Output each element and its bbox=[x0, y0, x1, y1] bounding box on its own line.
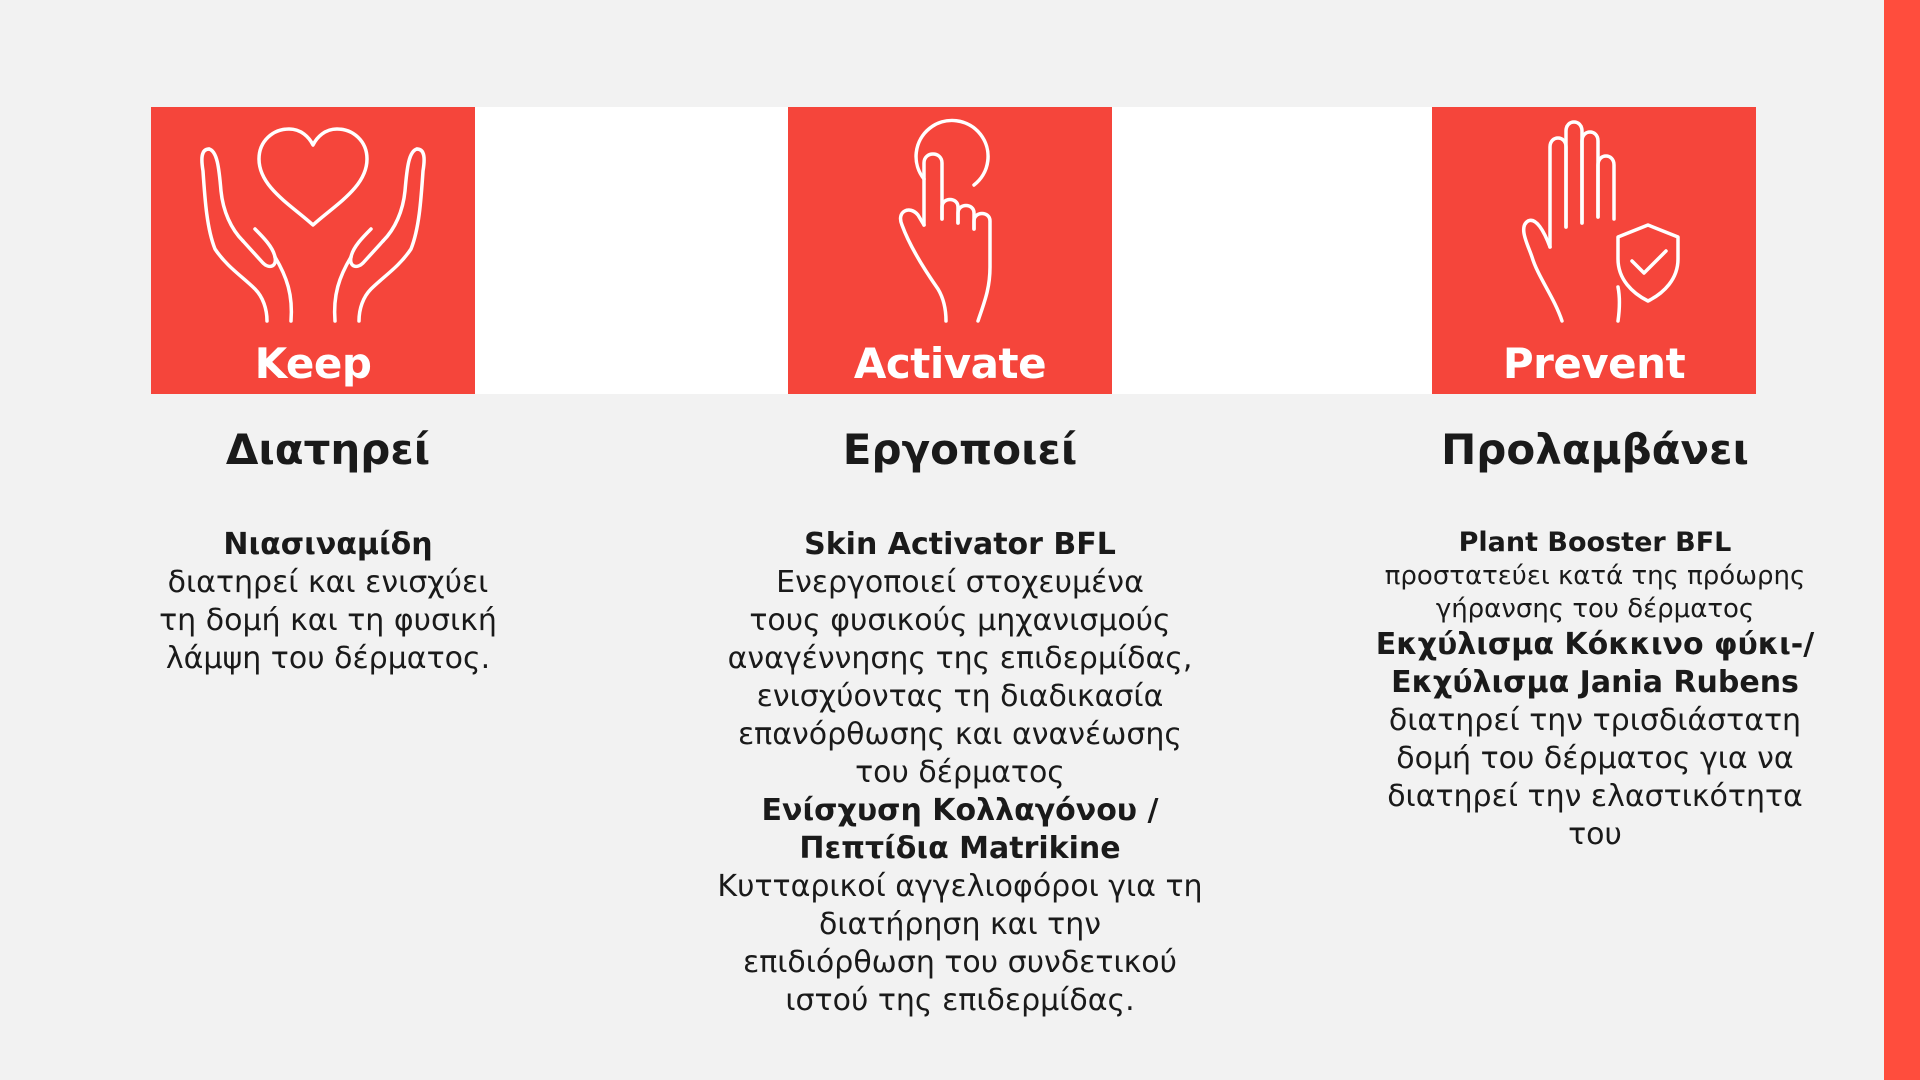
column-title: Προλαμβάνει bbox=[1441, 425, 1749, 474]
ingredient-name: Εκχύλισμα Jania Rubens bbox=[1391, 665, 1799, 700]
description-line: διατηρεί και ενισχύει bbox=[167, 565, 489, 600]
tile-activate-label: Activate bbox=[853, 339, 1047, 388]
ingredient-name: Plant Booster BFL bbox=[1458, 527, 1732, 558]
pointing-finger-icon bbox=[788, 107, 1112, 337]
hand-shield-icon bbox=[1432, 107, 1756, 337]
description-line: διατήρηση και την bbox=[819, 907, 1101, 942]
description-line: διατηρεί την ελαστικότητα bbox=[1387, 779, 1803, 814]
right-accent-bar bbox=[1884, 0, 1920, 1080]
column-body bbox=[695, 526, 1225, 1020]
column-prevent bbox=[1340, 418, 1850, 854]
description-line: τους φυσικούς μηχανισμούς bbox=[749, 603, 1171, 638]
tile-keep bbox=[151, 107, 475, 394]
ingredient-name: Skin Activator BFL bbox=[804, 527, 1116, 562]
column-title: Εργοποιεί bbox=[842, 425, 1078, 474]
description-line: τη δομή και τη φυσική bbox=[159, 603, 497, 638]
column-keep bbox=[128, 418, 528, 678]
description-line: προστατεύει κατά της πρόωρης bbox=[1384, 561, 1806, 591]
description-line: επανόρθωσης και ανανέωσης bbox=[737, 717, 1183, 752]
ingredient-name: Πεπτίδια Matrikine bbox=[799, 831, 1121, 866]
description-line: λάμψη του δέρματος. bbox=[165, 641, 491, 676]
column-title: Διατηρεί bbox=[225, 425, 431, 474]
ingredient-name: Εκχύλισμα Κόκκινο φύκι-/ bbox=[1375, 627, 1815, 662]
tile-activate bbox=[788, 107, 1112, 394]
ingredient-name: Ενίσχυση Κολλαγόνου / bbox=[761, 793, 1159, 828]
description-line: αναγέννησης της επιδερμίδας, bbox=[727, 641, 1193, 676]
column-activate bbox=[695, 418, 1225, 1020]
description-line: Κυτταρικοί αγγελιοφόροι για τη bbox=[717, 869, 1203, 904]
description-line: επιδιόρθωση του συνδετικού bbox=[743, 945, 1177, 980]
description-line: διατηρεί την τρισδιάστατη bbox=[1388, 703, 1802, 738]
hands-heart-icon bbox=[151, 107, 475, 337]
description-line: του bbox=[1568, 817, 1622, 852]
description-line: ενισχύοντας τη διαδικασία bbox=[756, 679, 1164, 714]
tile-prevent-label: Prevent bbox=[1502, 339, 1686, 388]
description-line: Ενεργοποιεί στοχευμένα bbox=[776, 565, 1144, 600]
column-body bbox=[1340, 526, 1850, 854]
ingredient-name: Νιασιναμίδη bbox=[223, 527, 433, 562]
tile-keep-label: Keep bbox=[254, 339, 372, 388]
description-line: του δέρματος bbox=[855, 755, 1065, 790]
tile-prevent bbox=[1432, 107, 1756, 394]
description-line: δομή του δέρματος για να bbox=[1396, 741, 1794, 776]
column-body bbox=[128, 526, 528, 678]
description-line: ιστού της επιδερμίδας. bbox=[785, 983, 1135, 1018]
description-line: γήρανσης του δέρματος bbox=[1435, 594, 1755, 624]
